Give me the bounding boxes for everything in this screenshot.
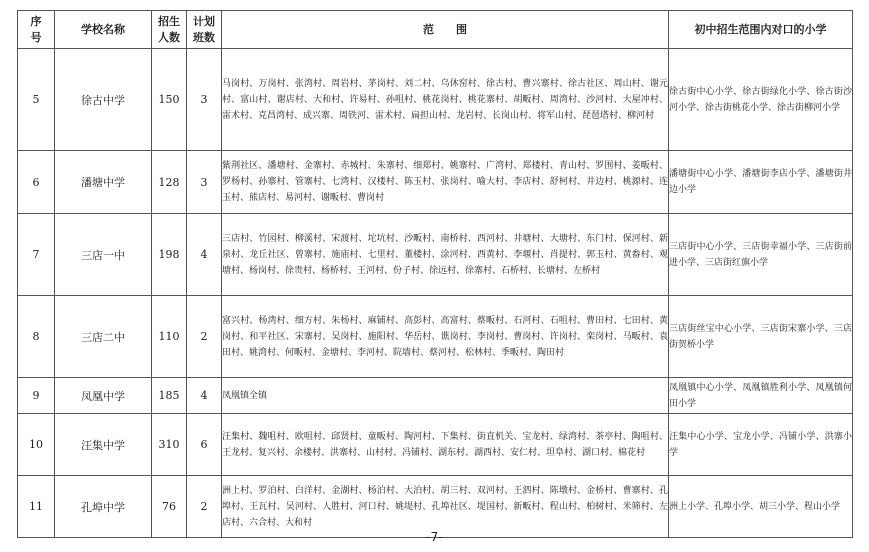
- row-seq: 6: [18, 151, 55, 214]
- row-classes: 2: [187, 476, 222, 538]
- row-school: 三店二中: [55, 296, 152, 378]
- row-enroll: 185: [152, 378, 187, 414]
- row-range: 汪集村、魏咀村、欧咀村、邱贤村、童畈村、陶河村、下集村、街直机关、宝龙村、绿湾村、茶亭村、陶咀村、王龙村、复兴村、余楼村、洪寨村、山村村、冯铺村、湖东村、湖西村、安仁村、坦阜村、湖口村、棉花村: [222, 414, 669, 476]
- row-classes: 2: [187, 296, 222, 378]
- row-school: 汪集中学: [55, 414, 152, 476]
- row-primary: 潘塘街中心小学、潘塘街李店小学、潘塘街井边小学: [669, 151, 853, 214]
- table-row: [18, 414, 853, 476]
- row-school: 凤凰中学: [55, 378, 152, 414]
- row-enroll: 150: [152, 49, 187, 151]
- enrollment-table: [17, 10, 853, 538]
- row-seq: 10: [18, 414, 55, 476]
- row-seq: 7: [18, 214, 55, 296]
- row-enroll: 198: [152, 214, 187, 296]
- table-row: [18, 151, 853, 214]
- header-primary: 初中招生范围内对口的小学: [669, 11, 853, 49]
- header-school: 学校名称: [55, 11, 152, 49]
- table-row: [18, 296, 853, 378]
- row-classes: 4: [187, 214, 222, 296]
- row-range: 洲上村、罗泊村、白洋村、金湖村、杨泊村、大泊村、胡三村、双河村、王泗村、陈墩村、金桥村、曹寨村、孔埠村、王瓦村、吴河村、人胜村、河口村、姚堤村、孔埠社区、堤国村、新畈村、程山村、柏树村、米筛村、左店村、六合村、大和村: [222, 476, 669, 538]
- row-enroll: 76: [152, 476, 187, 538]
- row-seq: 5: [18, 49, 55, 151]
- row-classes: 6: [187, 414, 222, 476]
- row-classes: 3: [187, 49, 222, 151]
- row-range: 凤凰镇全镇: [222, 378, 669, 414]
- table-header-row: [18, 11, 853, 49]
- header-enroll: 招生 人数: [152, 11, 187, 49]
- row-range: 紫荆社区、潘塘村、金寨村、赤城村、朱寨村、细郑村、姚寨村、广湾村、郑楼村、青山村、罗围村、姜畈村、罗杨村、孙寨村、管寨村、七湾村、汉楼村、陈玉村、张岗村、喻大村、李店村、舒柯村、井边村、桃源村、连玉村、熊店村、易河村、谢畈村、曹岗村: [222, 151, 669, 214]
- row-classes: 4: [187, 378, 222, 414]
- row-classes: 3: [187, 151, 222, 214]
- row-primary: 三店街丝宝中心小学、三店街宋寨小学、三店街贺桥小学: [669, 296, 853, 378]
- table-row: [18, 378, 853, 414]
- row-school: 三店一中: [55, 214, 152, 296]
- row-primary: 徐古街中心小学、徐古街绿化小学、徐古街沙河小学、徐古街桃花小学、徐古街柳河小学: [669, 49, 853, 151]
- row-range: 富兴村、杨湾村、细方村、朱杨村、麻铺村、高彭村、高富村、蔡畈村、石河村、石咀村、曹田村、七田村、黄岗村、和平社区、宋寨村、吴岗村、施阳村、华岳村、谯岗村、李岗村、曹岗村、许岗村、栾岗村、马畈村、袁田村、姚湾村、何畈村、金塘村、李河村、院墙村、蔡河村、松林村、季畈村、陶田村: [222, 296, 669, 378]
- row-primary: 洲上小学、孔埠小学、胡三小学、程山小学: [669, 476, 853, 538]
- row-school: 潘塘中学: [55, 151, 152, 214]
- table-row: [18, 476, 853, 538]
- row-seq: 8: [18, 296, 55, 378]
- row-school: 孔埠中学: [55, 476, 152, 538]
- table-row: [18, 214, 853, 296]
- page-number: -7-: [426, 530, 443, 544]
- header-seq: 序 号: [18, 11, 55, 49]
- row-enroll: 310: [152, 414, 187, 476]
- table-row: [18, 49, 853, 151]
- row-primary: 汪集中心小学、宝龙小学、冯铺小学、洪寨小学: [669, 414, 853, 476]
- header-classes: 计划 班数: [187, 11, 222, 49]
- row-enroll: 128: [152, 151, 187, 214]
- row-seq: 11: [18, 476, 55, 538]
- row-enroll: 110: [152, 296, 187, 378]
- row-school: 徐古中学: [55, 49, 152, 151]
- header-range: 范 围: [222, 11, 669, 49]
- row-range: 马岗村、万岗村、张湾村、周岩村、茅岗村、刘二村、乌休窑村、徐古村、曹兴寨村、徐古社区、周山村、谢元村、富山村、谢店村、大和村、许易村、孙咀村、桃花岗村、桃花寨村、胡畈村、周湾村、沙河村、大屋冲村、雷术村、克昌湾村、成兴寨、周铁河、雷术村、扁担山村、龙岩村、长岗山村、将军山村、琵琶塔村、柳河村: [222, 49, 669, 151]
- row-primary: 三店街中心小学、三店街幸福小学、三店街前进小学、三店街红旗小学: [669, 214, 853, 296]
- row-seq: 9: [18, 378, 55, 414]
- row-range: 三店村、竹园村、柳溪村、宋渡村、坨坑村、沙畈村、南桥村、西河村、井塘村、大塘村、东门村、保河村、新泉村、龙丘社区、曾寨村、施庙村、七里村、董楼村、涂河村、西黄村、李堰村、肖提村、郭玉村、黄畚村、观塘村、杨岗村、徐贵村、杨桥村、王河村、份子村、徐远村、徐寨村、石桥村、长塘村、左桥村: [222, 214, 669, 296]
- row-primary: 凤凰镇中心小学、凤凰镇胜利小学、凤凰镇何田小学: [669, 378, 853, 414]
